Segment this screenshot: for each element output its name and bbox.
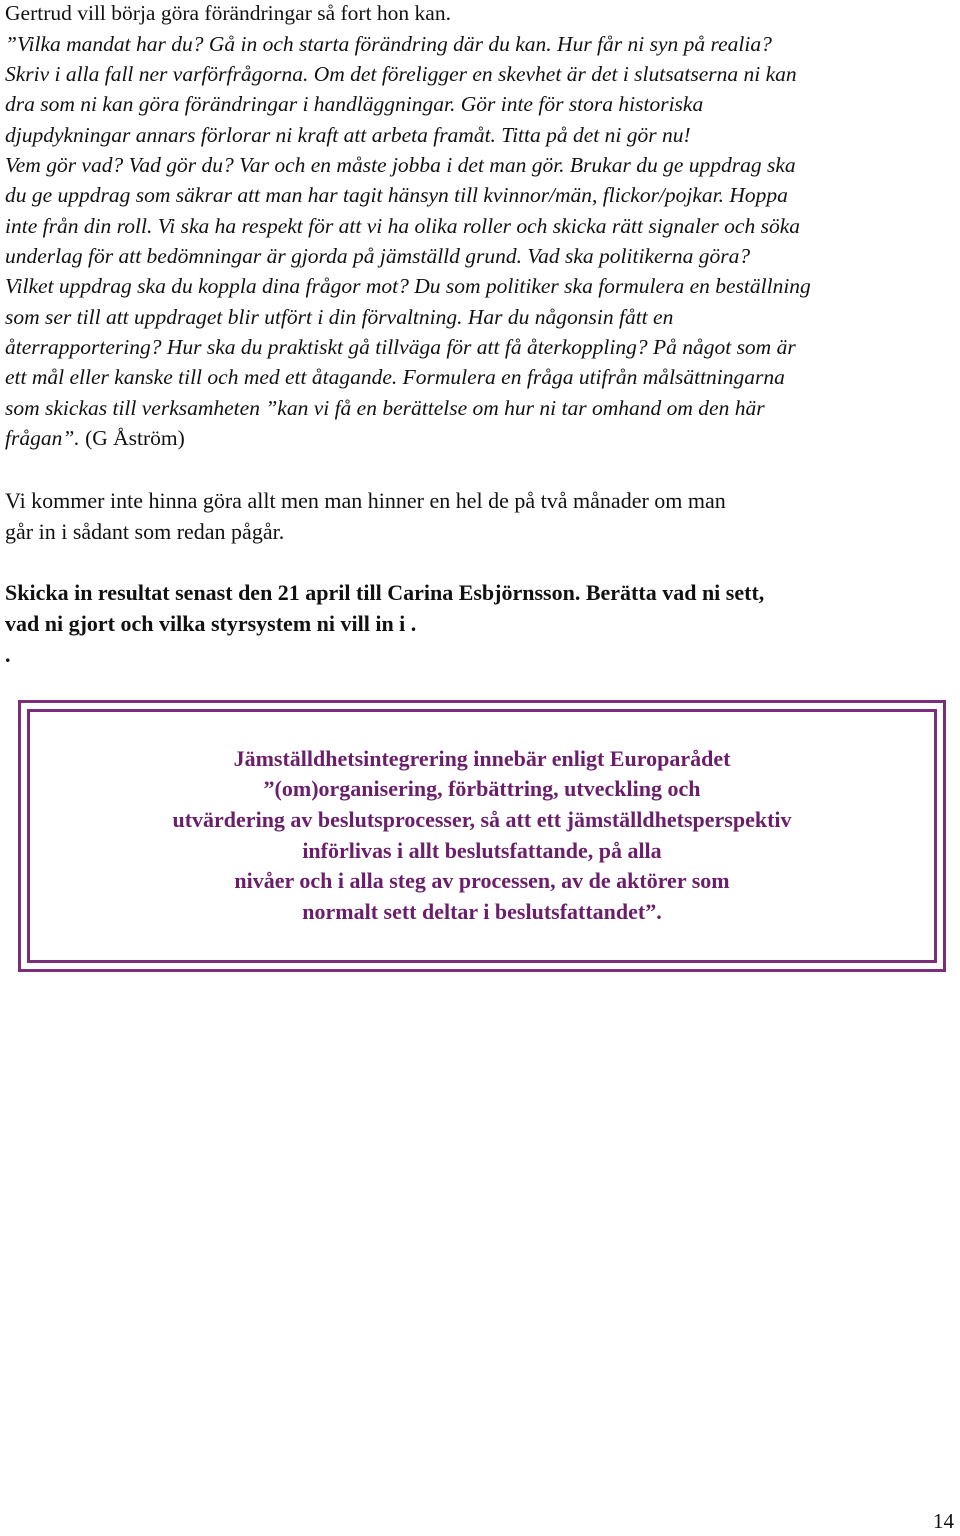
quote-box xyxy=(18,700,946,972)
quote-line2: ”(om)organisering, förbättring, utveckling och xyxy=(263,776,701,801)
paragraph1-line10: Vilket uppdrag ska du koppla dina frågor mot? Du som politiker ska formulera en beställning xyxy=(5,274,811,298)
page-number: 14 xyxy=(933,1509,954,1533)
attribution: (G Åström) xyxy=(79,426,185,450)
paragraph1-line7: du ge uppdrag som säkrar att man har tagit hänsyn till kvinnor/män, flickor/pojkar. Hoppa xyxy=(5,183,788,207)
paragraph1-line15-italic: frågan”. xyxy=(5,426,80,450)
quote-line4: införlivas i allt beslutsfattande, på alla xyxy=(302,838,662,863)
paragraph1-line15 xyxy=(5,425,185,451)
paragraph1-line4: dra som ni kan göra förändringar i handläggningar. Gör inte för stora historiska xyxy=(5,92,704,116)
quote-line1: Jämställdhetsintegrering innebär enligt Europarådet xyxy=(233,746,731,771)
paragraph1-line12: återrapportering? Hur ska du praktiskt gå tillväga för att få återkoppling? På något som är xyxy=(5,335,796,359)
paragraph1-line14: som skickas till verksamheten ”kan vi få en berättelse om hur ni tar omhand om den här xyxy=(5,396,765,420)
paragraph3-line1: Skicka in resultat senast den 21 april till Carina Esbjörnsson. Berätta vad ni sett, xyxy=(5,580,765,605)
quote-line5: nivåer och i alla steg av processen, av de aktörer som xyxy=(234,868,730,893)
paragraph1-line11: som ser till att uppdraget blir utfört i din förvaltning. Har du någonsin fått en xyxy=(5,305,674,329)
paragraph1-line9: underlag för att bedömningar är gjorda på jämställd grund. Vad ska politikerna göra? xyxy=(5,244,751,268)
paragraph2-line2: går in i sådant som redan pågår. xyxy=(5,519,285,544)
paragraph3-line2: vad ni gjort och vilka styrsystem ni vill in i . xyxy=(5,611,417,636)
paragraph1-line8: inte från din roll. Vi ska ha respekt för att vi ha olika roller och skicka rätt signaler och söka xyxy=(5,214,800,238)
paragraph1-line3: Skriv i alla fall ner varförfrågorna. Om det föreligger en skevhet är det i slutsatserna ni kan xyxy=(5,62,797,86)
paragraph1-line6: Vem gör vad? Vad gör du? Var och en måste jobba i det man gör. Brukar du ge uppdrag ska xyxy=(5,153,796,177)
quote-line3: utvärdering av beslutsprocesser, så att ett jämställdhetsperspektiv xyxy=(172,807,792,832)
paragraph2-line1: Vi kommer inte hinna göra allt men man hinner en hel de på två månader om man xyxy=(5,488,726,513)
paragraph1-line2: ”Vilka mandat har du? Gå in och starta förändring där du kan. Hur får ni syn på realia? xyxy=(5,32,772,56)
paragraph1-line5: djupdykningar annars förlorar ni kraft att arbeta framåt. Titta på det ni gör nu! xyxy=(5,123,691,147)
paragraph1-line1: Gertrud vill börja göra förändringar så fort hon kan. xyxy=(5,1,451,25)
paragraph1-line13: ett mål eller kanske till och med ett åtagande. Formulera en fråga utifrån målsättningarna xyxy=(5,365,785,389)
paragraph3-line3: . xyxy=(5,642,11,667)
quote-line6: normalt sett deltar i beslutsfattandet”. xyxy=(302,899,662,924)
